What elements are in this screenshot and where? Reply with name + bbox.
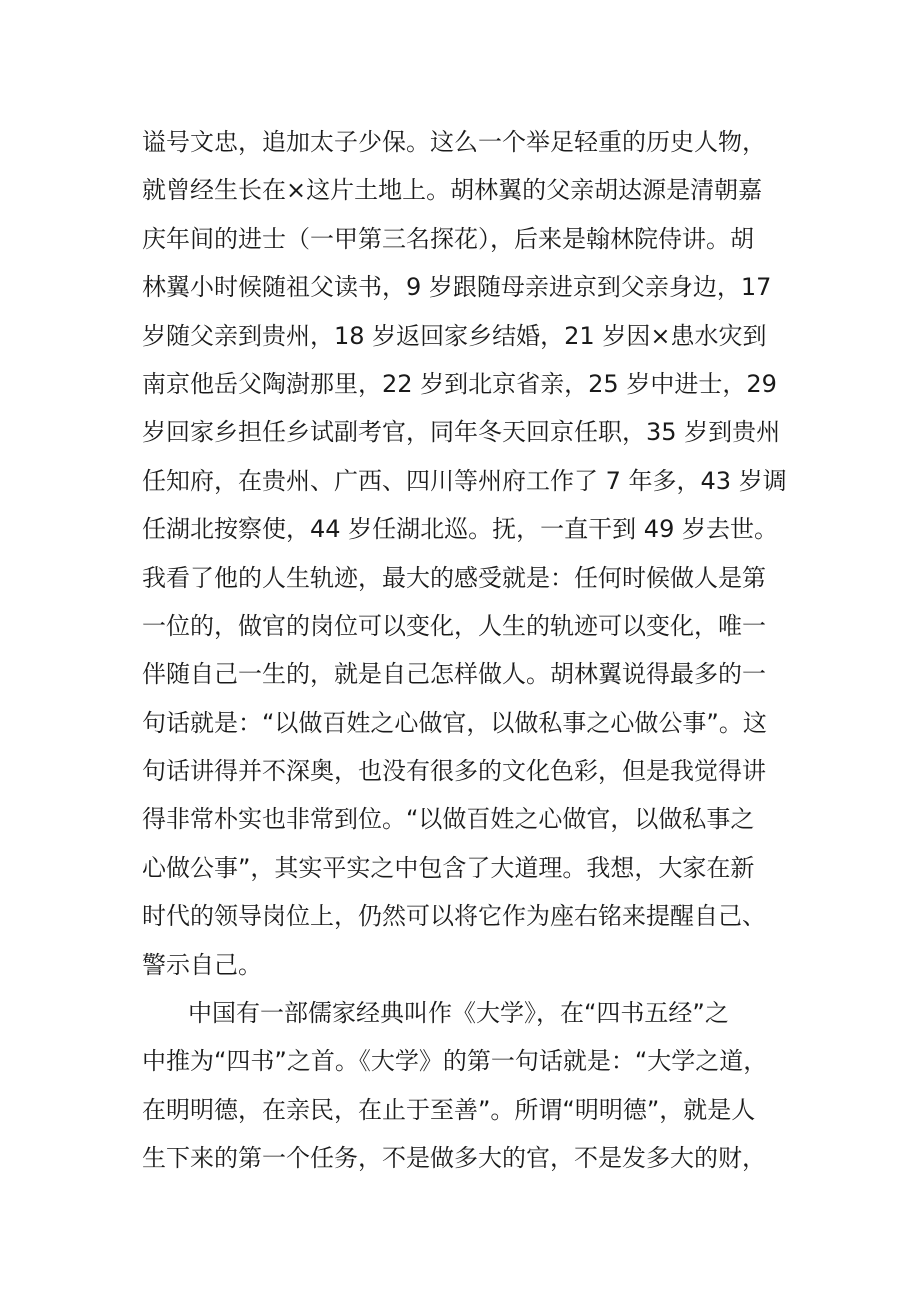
text-line: 就曾经生长在×这片土地上。胡林翼的父亲胡达源是清朝嘉 — [142, 176, 763, 205]
body-text — [142, 118, 792, 1183]
text-line: 岁回家乡担任乡试副考官，同年冬天回京任职，35 岁到贵州 — [142, 418, 781, 447]
text-line: 一位的，做官的岗位可以变化，人生的轨迹可以变化，唯一 — [142, 611, 766, 640]
text-line: 我看了他的人生轨迹，最大的感受就是：任何时候做人是第 — [142, 563, 766, 592]
text-line: 心做公事”，其实平实之中包含了大道理。我想，大家在新 — [142, 853, 755, 882]
text-line: 林翼小时候随祖父读书，9 岁跟随母亲进京到父亲身边，17 — [142, 273, 772, 302]
text-line: 在明明德，在亲民，在止于至善”。所谓“明明德”，就是人 — [142, 1095, 756, 1124]
paragraph-first-line: 中国有一部儒家经典叫作《大学》，在“四书五经”之 — [188, 999, 729, 1028]
text-line: 岁随父亲到贵州，18 岁返回家乡结婚，21 岁因×患水灾到 — [142, 321, 767, 350]
text-line: 庆年间的进士（一甲第三名探花），后来是翰林院侍讲。胡 — [142, 224, 754, 253]
text-line: 句话讲得并不深奥，也没有很多的文化色彩，但是我觉得讲 — [142, 757, 766, 786]
text-line: 时代的领导岗位上，仍然可以将它作为座右铭来提醒自己、 — [142, 902, 766, 931]
text-line: 任湖北按察使，44 岁任湖北巡。抚，一直干到 49 岁去世。 — [142, 515, 778, 544]
text-line: 警示自己。 — [142, 950, 262, 979]
text-line: 南京他岳父陶澍那里，22 岁到北京省亲，25 岁中进士，29 — [142, 369, 777, 398]
text-line: 中推为“四书”之首。《大学》的第一句话就是：“大学之道， — [142, 1047, 768, 1076]
text-line: 得非常朴实也非常到位。“以做百姓之心做官，以做私事之 — [142, 805, 755, 834]
text-line: 谥号文忠，追加太子少保。这么一个举足轻重的历史人物， — [142, 128, 766, 156]
text-line: 任知府，在贵州、广西、四川等州府工作了 7 年多，43 岁调 — [142, 466, 787, 495]
text-line: 生下来的第一个任务，不是做多大的官，不是发多大的财， — [142, 1144, 766, 1173]
text-line: 句话就是：“以做百姓之心做官，以做私事之心做公事”。这 — [142, 708, 767, 737]
text-line: 伴随自己一生的，就是自己怎样做人。胡林翼说得最多的一 — [142, 660, 766, 689]
